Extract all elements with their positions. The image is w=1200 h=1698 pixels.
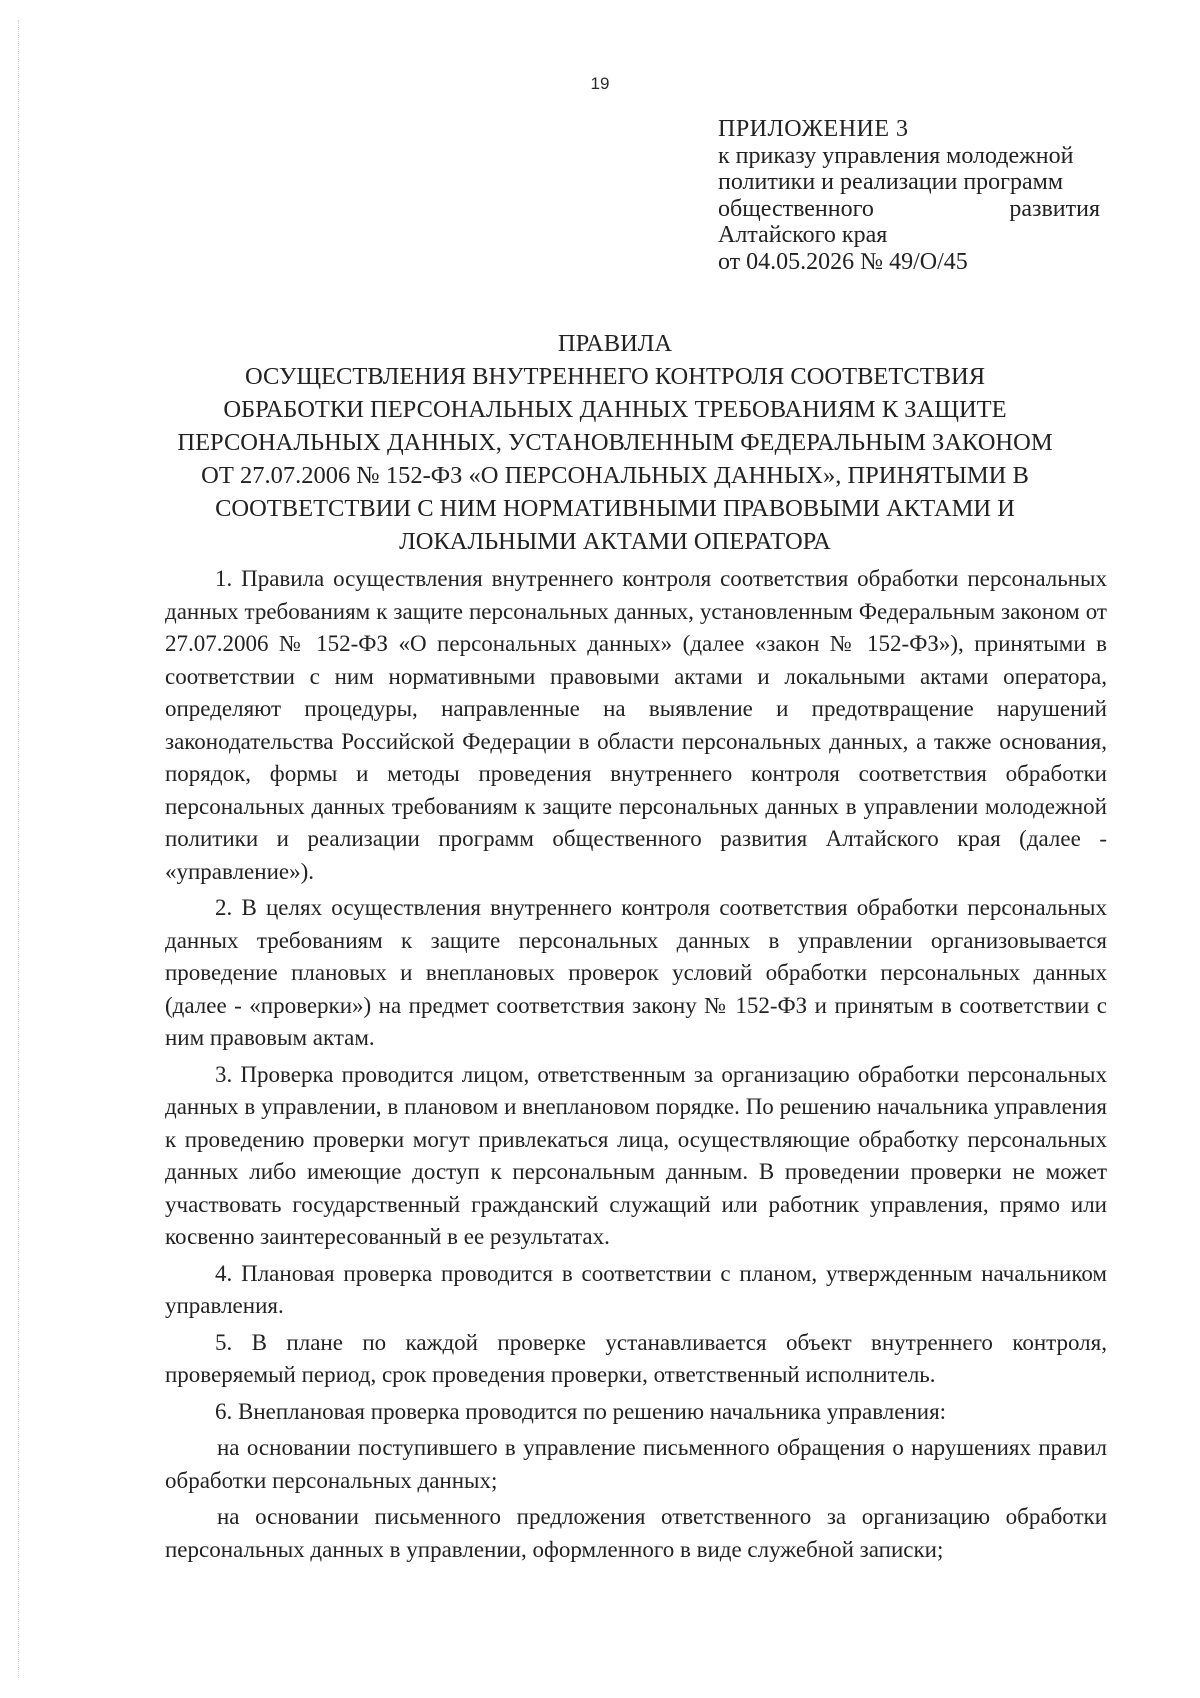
appendix-line: политики и реализации программ: [718, 169, 1064, 195]
scan-edge-mark: [18, 20, 19, 1678]
appendix-block: [718, 116, 1100, 275]
appendix-line-left: общественного: [718, 195, 874, 222]
paragraph-6: 6. Внеплановая проверка проводится по решению начальника управления:: [215, 1398, 947, 1424]
paragraph-2: 2. В целях осуществления внутреннего контроля соответствия обработки персональных данных требованиям к защите персональных данных в управлении организовывается проведение плановых и внеплановых проверок условий обработки персональных данных (далее - «проверки») на предмет соответствия закону № 152-ФЗ и принятым в соответствии с ним правовым актам.: [165, 895, 1107, 1050]
paragraph-1: 1. Правила осуществления внутреннего контроля соответствия обработки персональных данных требованиям к защите персональных данных, установленным Федеральным законом от 27.07.2006 № 152-ФЗ «О персональных данных» (далее «закон № 152-ФЗ»), принятыми в соответствии с ним нормативными правовыми актами и локальными актами оператора, определяют процедуры, направленные на выявление и предотвращение нарушений законодательства Российской Федерации в области персональных данных, а также основания, порядок, формы и методы проведения внутреннего контроля соответствия обработки персональных данных требованиям к защите персональных данных в управлении молодежной политики и реализации программ общественного развития Алтайского края (далее - «управление»).: [165, 566, 1107, 884]
title-line: ПРАВИЛА: [557, 330, 673, 357]
appendix-title: ПРИЛОЖЕНИЕ 3: [718, 116, 909, 142]
paragraph-3: 3. Проверка проводится лицом, ответственным за организацию обработки персональных данных в управлении, в плановом и внеплановом порядке. По решению начальника управления к проведению проверки могут привлекаться лица, осуществляющие обработку персональных данных либо имеющие доступ к персональным данным. В проведении проверки не может участвовать государственный гражданский служащий или работник управления, прямо или косвенно заинтересованный в ее результатах.: [165, 1061, 1107, 1249]
title-line: ОСУЩЕСТВЛЕНИЯ ВНУТРЕННЕГО КОНТРОЛЯ СООТВЕТСТВИЯ: [244, 363, 986, 390]
paragraph-5: 5. В плане по каждой проверке устанавливается объект внутреннего контроля, проверяемый период, срок проведения проверки, ответственный исполнитель.: [165, 1329, 1107, 1387]
page-number: 19: [590, 74, 610, 93]
title-line: ОТ 27.07.2006 № 152-ФЗ «О ПЕРСОНАЛЬНЫХ ДАННЫХ», ПРИНЯТЫМИ В: [201, 462, 1029, 489]
appendix-line: к приказу управления молодежной: [718, 142, 1074, 169]
appendix-line-right: развития: [1009, 195, 1100, 222]
title-line: ЛОКАЛЬНЫМИ АКТАМИ ОПЕРАТОРА: [399, 528, 831, 555]
document-title: [150, 327, 1080, 558]
title-line: СООТВЕТСТВИИ С НИМ НОРМАТИВНЫМИ ПРАВОВЫМИ АКТАМИ И: [215, 495, 1015, 522]
appendix-line: Алтайского края: [718, 222, 888, 248]
paragraph-6-item-2: на основании письменного предложения ответственного за организацию обработки персональных данных в управлении, оформленного в виде служебной записки;: [165, 1504, 1107, 1562]
title-line: ОБРАБОТКИ ПЕРСОНАЛЬНЫХ ДАННЫХ ТРЕБОВАНИЯМ К ЗАЩИТЕ: [223, 396, 1007, 423]
title-line: ПЕРСОНАЛЬНЫХ ДАННЫХ, УСТАНОВЛЕННЫМ ФЕДЕРАЛЬНЫМ ЗАКОНОМ: [177, 429, 1053, 456]
paragraph-4: 4. Плановая проверка проводится в соответствии с планом, утвержденным начальником управления.: [165, 1260, 1107, 1318]
appendix-line: [718, 196, 1100, 223]
appendix-order-date: от 04.05.2026 № 49/О/45: [718, 248, 968, 275]
document-body: [165, 563, 1107, 1570]
paragraph-6-item-1: на основании поступившего в управление письменного обращения о нарушениях правил обработки персональных данных;: [165, 1435, 1107, 1493]
